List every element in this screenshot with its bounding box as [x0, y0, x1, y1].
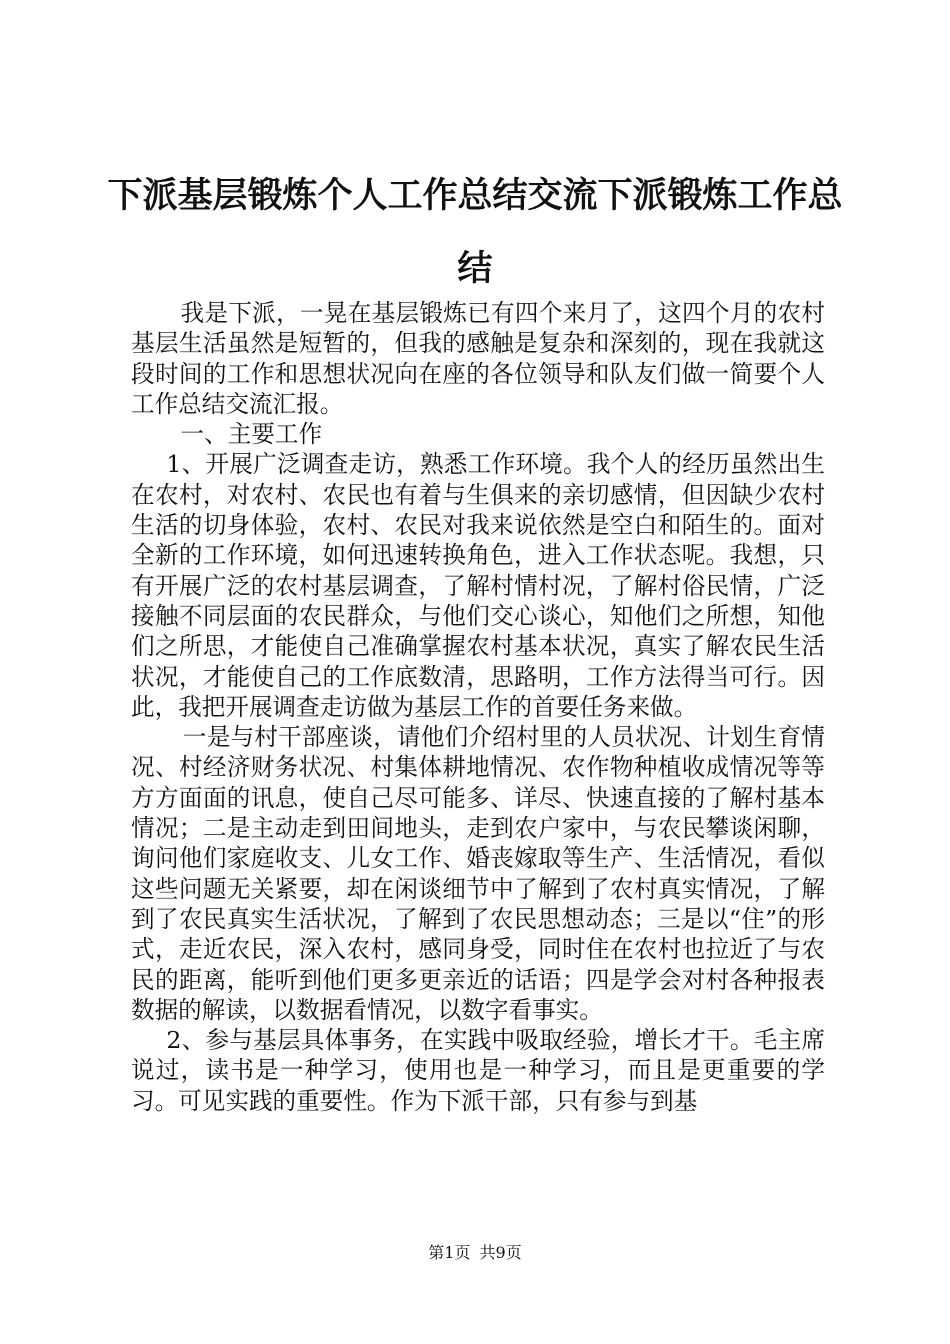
- paragraph-item-1: 1、开展广泛调查走访，熟悉工作环境。我个人的经历虽然出生在农村，对农村、农民也有着与生俱来的亲切感情，但因缺少农村生活的切身体验，农村、农民对我来说依然是空白和陌生的。面对全新的工作环境，如何迅速转换角色，进入工作状态呢。我想，只有开展广泛的农村基层调查，了解村情村况，了解村俗民情，广泛接触不同层面的农民群众，与他们交心谈心，知他们之所想，知他们之所思，才能使自己准确掌握农村基本状况，真实了解农民生活状况，才能使自己的工作底数清，思路明，工作方法得当可行。因此，我把开展调查走访做为基层工作的首要任务来做。: [131, 450, 825, 721]
- page-title: 下派基层锻炼个人工作总结交流下派锻炼工作总结: [107, 176, 843, 289]
- page-number: 第1页: [428, 1243, 471, 1262]
- page-footer: [0, 1243, 950, 1263]
- section-heading-main-work: 一、主要工作: [180, 420, 323, 449]
- page-total: 共9页: [479, 1243, 522, 1262]
- paragraph-item-1-details: 一是与村干部座谈，请他们介绍村里的人员状况、计划生育情况、村经济财务状况、村集体耕地情况、农作物种植收成情况等等方方面面的讯息，使自己尽可能多、详尽、快速直接的了解村基本情况；二是主动走到田间地头，走到农户家中，与农民攀谈闲聊，询问他们家庭收支、儿女工作、婚丧嫁取等生产、生活情况，看似这些问题无关紧要，却在闲谈细节中了解到了农村真实情况，了解到了农民真实生活状况，了解到了农民思想动态；三是以“住”的形式，走近农民，深入农村，感同身受，同时住在农村也拉近了与农民的距离，能听到他们更多更亲近的话语；四是学会对村各种报表数据的解读，以数据看情况，以数字看事实。: [131, 723, 825, 1024]
- document-body: [131, 298, 825, 1116]
- paragraph-item-2: 2、参与基层具体事务，在实践中吸取经验，增长才干。毛主席说过，读书是一种学习，使用也是一种学习，而且是更重要的学习。可见实践的重要性。作为下派干部，只有参与到基: [131, 1026, 825, 1115]
- paragraph-intro: 我是下派，一晃在基层锻炼已有四个来月了，这四个月的农村基层生活虽然是短暂的，但我的感触是复杂和深刻的，现在我就这段时间的工作和思想状况向在座的各位领导和队友们做一简要个人工作总结交流汇报。: [131, 299, 825, 418]
